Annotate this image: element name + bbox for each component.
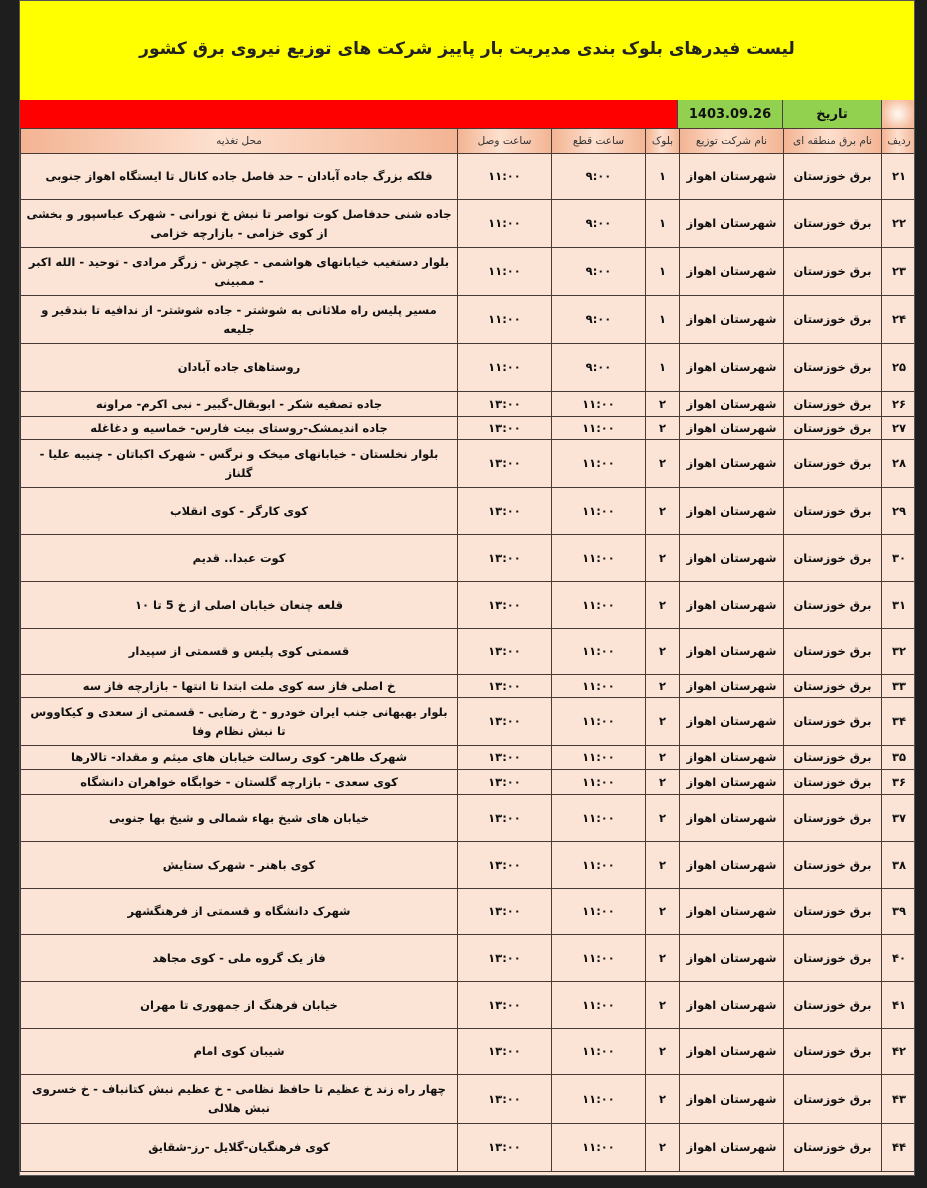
title-banner — [20, 1, 914, 101]
cell-location: کوت عبدا.. قدیم — [21, 535, 458, 582]
cell-connect-time: ۱۱:۰۰ — [458, 344, 552, 392]
cell-connect-time: ۱۳:۰۰ — [458, 488, 552, 535]
cell-row-number: ۳۳ — [882, 675, 916, 698]
cell-region: برق خوزستان — [784, 795, 882, 842]
table-row — [21, 746, 916, 770]
cell-cut-time: ۹:۰۰ — [552, 344, 646, 392]
cell-company: شهرستان اهواز — [680, 698, 784, 746]
cell-block: ۱ — [646, 200, 680, 248]
cell-location: چهار راه زند خ عظیم تا حافظ نظامی - خ عظیم نبش کتانباف - خ خسروی نبش هلالی — [21, 1075, 458, 1124]
header-company: نام شرکت توزیع — [680, 129, 784, 154]
cell-connect-time: ۱۳:۰۰ — [458, 629, 552, 675]
cell-region: برق خوزستان — [784, 889, 882, 935]
date-row — [20, 100, 914, 129]
table-row — [21, 795, 916, 842]
cell-row-number: ۲۲ — [882, 200, 916, 248]
cell-block: ۱ — [646, 154, 680, 200]
cell-cut-time: ۱۱:۰۰ — [552, 1029, 646, 1075]
cell-company: شهرستان اهواز — [680, 889, 784, 935]
cell-region: برق خوزستان — [784, 582, 882, 629]
table-row — [21, 417, 916, 440]
cell-company: شهرستان اهواز — [680, 440, 784, 488]
cell-location: فلکه بزرگ جاده آبادان – حد فاصل جاده کانال تا ایستگاه اهواز جنوبی — [21, 154, 458, 200]
cell-location: بلوار دستغیب خیابانهای هواشمی - عچرش - زرگر مرادی - توحید - الله اکبر - ممبینی — [21, 248, 458, 296]
cell-row-number: ۳۹ — [882, 889, 916, 935]
cell-company: شهرستان اهواز — [680, 1124, 784, 1172]
cell-row-number: ۲۴ — [882, 296, 916, 344]
table-row — [21, 248, 916, 296]
cell-row-number: ۳۷ — [882, 795, 916, 842]
cell-row-number: ۳۱ — [882, 582, 916, 629]
cell-block: ۲ — [646, 795, 680, 842]
header-region: نام برق منطقه ای — [784, 129, 882, 154]
cell-block: ۲ — [646, 1124, 680, 1172]
cell-block: ۲ — [646, 535, 680, 582]
cell-block: ۲ — [646, 770, 680, 795]
cell-connect-time: ۱۱:۰۰ — [458, 296, 552, 344]
cell-block: ۲ — [646, 1075, 680, 1124]
cell-company: شهرستان اهواز — [680, 248, 784, 296]
cell-location: شیبان کوی امام — [21, 1029, 458, 1075]
cell-cut-time: ۱۱:۰۰ — [552, 417, 646, 440]
cell-cut-time: ۱۱:۰۰ — [552, 1124, 646, 1172]
cell-location: روستاهای جاده آبادان — [21, 344, 458, 392]
cell-connect-time: ۱۳:۰۰ — [458, 675, 552, 698]
cell-region: برق خوزستان — [784, 344, 882, 392]
cell-row-number: ۳۲ — [882, 629, 916, 675]
cell-cut-time: ۱۱:۰۰ — [552, 535, 646, 582]
cell-region: برق خوزستان — [784, 1124, 882, 1172]
cell-block: ۲ — [646, 488, 680, 535]
table-header-row — [21, 129, 916, 154]
cell-row-number: ۳۸ — [882, 842, 916, 889]
cell-block: ۲ — [646, 417, 680, 440]
cell-row-number: ۳۰ — [882, 535, 916, 582]
cell-connect-time: ۱۳:۰۰ — [458, 1075, 552, 1124]
cell-cut-time: ۱۱:۰۰ — [552, 675, 646, 698]
cell-region: برق خوزستان — [784, 842, 882, 889]
cell-company: شهرستان اهواز — [680, 154, 784, 200]
cell-block: ۲ — [646, 889, 680, 935]
cell-company: شهرستان اهواز — [680, 392, 784, 417]
table-row — [21, 154, 916, 200]
cell-connect-time: ۱۳:۰۰ — [458, 795, 552, 842]
cell-row-number: ۲۱ — [882, 154, 916, 200]
cell-location: کوی باهنر - شهرک ستایش — [21, 842, 458, 889]
cell-company: شهرستان اهواز — [680, 746, 784, 770]
cell-cut-time: ۱۱:۰۰ — [552, 440, 646, 488]
cell-block: ۲ — [646, 675, 680, 698]
cell-region: برق خوزستان — [784, 746, 882, 770]
cell-company: شهرستان اهواز — [680, 417, 784, 440]
cell-location: شهرک دانشگاه و قسمتی از فرهنگشهر — [21, 889, 458, 935]
cell-company: شهرستان اهواز — [680, 770, 784, 795]
cell-cut-time: ۱۱:۰۰ — [552, 392, 646, 417]
cell-connect-time: ۱۳:۰۰ — [458, 1029, 552, 1075]
cell-row-number: ۲۸ — [882, 440, 916, 488]
cell-region: برق خوزستان — [784, 698, 882, 746]
cell-cut-time: ۱۱:۰۰ — [552, 1075, 646, 1124]
cell-region: برق خوزستان — [784, 296, 882, 344]
cell-block: ۱ — [646, 296, 680, 344]
cell-connect-time: ۱۳:۰۰ — [458, 392, 552, 417]
table-row — [21, 889, 916, 935]
cell-cut-time: ۹:۰۰ — [552, 154, 646, 200]
cell-region: برق خوزستان — [784, 770, 882, 795]
cell-company: شهرستان اهواز — [680, 1075, 784, 1124]
cell-block: ۱ — [646, 248, 680, 296]
table-row — [21, 698, 916, 746]
table-row — [21, 675, 916, 698]
cell-location: شهرک طاهر- کوی رسالت خیابان های میثم و مقداد- تالارها — [21, 746, 458, 770]
cell-connect-time: ۱۳:۰۰ — [458, 582, 552, 629]
cell-row-number: ۳۶ — [882, 770, 916, 795]
table-row — [21, 1124, 916, 1172]
cell-company: شهرستان اهواز — [680, 795, 784, 842]
cell-region: برق خوزستان — [784, 248, 882, 296]
cell-block: ۲ — [646, 842, 680, 889]
cell-connect-time: ۱۳:۰۰ — [458, 698, 552, 746]
table-row — [21, 488, 916, 535]
table-row — [21, 982, 916, 1029]
cell-company: شهرستان اهواز — [680, 488, 784, 535]
table-row — [21, 535, 916, 582]
table-row — [21, 842, 916, 889]
cell-row-number: ۲۷ — [882, 417, 916, 440]
cell-connect-time: ۱۱:۰۰ — [458, 248, 552, 296]
cell-cut-time: ۱۱:۰۰ — [552, 770, 646, 795]
cell-location: قسمتی کوی پلیس و قسمتی از سپیدار — [21, 629, 458, 675]
cell-region: برق خوزستان — [784, 982, 882, 1029]
cell-location: جاده شنی حدفاصل کوت نواصر تا نبش خ نورانی - شهرک عباسپور و بخشی از کوی خزامی - بازارچه خزامی — [21, 200, 458, 248]
cell-region: برق خوزستان — [784, 200, 882, 248]
cell-cut-time: ۱۱:۰۰ — [552, 698, 646, 746]
cell-block: ۱ — [646, 344, 680, 392]
table-row — [21, 770, 916, 795]
cell-connect-time: ۱۳:۰۰ — [458, 889, 552, 935]
cell-company: شهرستان اهواز — [680, 200, 784, 248]
cell-cut-time: ۱۱:۰۰ — [552, 629, 646, 675]
cell-region: برق خوزستان — [784, 935, 882, 982]
feeder-schedule-table — [20, 128, 915, 1172]
cell-connect-time: ۱۳:۰۰ — [458, 982, 552, 1029]
cell-location: مسیر پلیس راه ملاثانی به شوشتر - جاده شوشتر- از ندافیه تا بندقیر و جلیعه — [21, 296, 458, 344]
cell-cut-time: ۱۱:۰۰ — [552, 935, 646, 982]
header-connect-time: ساعت وصل — [458, 129, 552, 154]
cell-location: کوی سعدی - بازارچه گلستان - خوابگاه خواهران دانشگاه — [21, 770, 458, 795]
cell-company: شهرستان اهواز — [680, 629, 784, 675]
cell-connect-time: ۱۳:۰۰ — [458, 535, 552, 582]
cell-cut-time: ۱۱:۰۰ — [552, 982, 646, 1029]
cell-company: شهرستان اهواز — [680, 296, 784, 344]
cell-company: شهرستان اهواز — [680, 935, 784, 982]
cell-row-number: ۴۴ — [882, 1124, 916, 1172]
table-row — [21, 200, 916, 248]
cell-location: قلعه چنعان خیابان اصلی از خ 5 تا ۱۰ — [21, 582, 458, 629]
cell-block: ۲ — [646, 982, 680, 1029]
cell-connect-time: ۱۳:۰۰ — [458, 770, 552, 795]
cell-row-number: ۳۴ — [882, 698, 916, 746]
table-row — [21, 582, 916, 629]
cell-region: برق خوزستان — [784, 675, 882, 698]
spreadsheet-document — [19, 0, 915, 1176]
cell-cut-time: ۱۱:۰۰ — [552, 795, 646, 842]
cell-location: خ اصلی فاز سه کوی ملت ابتدا تا انتها - بازارچه فاز سه — [21, 675, 458, 698]
cell-row-number: ۲۵ — [882, 344, 916, 392]
cell-connect-time: ۱۳:۰۰ — [458, 842, 552, 889]
cell-block: ۲ — [646, 629, 680, 675]
cell-region: برق خوزستان — [784, 154, 882, 200]
cell-row-number: ۳۵ — [882, 746, 916, 770]
cell-block: ۲ — [646, 582, 680, 629]
cell-block: ۲ — [646, 392, 680, 417]
cell-row-number: ۴۳ — [882, 1075, 916, 1124]
table-body — [21, 154, 916, 1172]
cell-location: فاز یک گروه ملی - کوی مجاهد — [21, 935, 458, 982]
cell-row-number: ۴۱ — [882, 982, 916, 1029]
cell-row-number: ۴۰ — [882, 935, 916, 982]
table-row — [21, 935, 916, 982]
cell-cut-time: ۱۱:۰۰ — [552, 889, 646, 935]
cell-location: کوی فرهنگیان-گلایل -رز-شقایق — [21, 1124, 458, 1172]
cell-cut-time: ۹:۰۰ — [552, 248, 646, 296]
cell-cut-time: ۱۱:۰۰ — [552, 842, 646, 889]
cell-connect-time: ۱۳:۰۰ — [458, 746, 552, 770]
cell-block: ۲ — [646, 935, 680, 982]
cell-location: جاده تصفیه شکر - ابوبقال-گبیر - نبی اکرم- مراونه — [21, 392, 458, 417]
cell-location: خیابان فرهنگ از جمهوری تا مهران — [21, 982, 458, 1029]
cell-region: برق خوزستان — [784, 417, 882, 440]
red-banner — [20, 100, 678, 128]
cell-company: شهرستان اهواز — [680, 675, 784, 698]
cell-row-number: ۲۳ — [882, 248, 916, 296]
cell-company: شهرستان اهواز — [680, 582, 784, 629]
cell-company: شهرستان اهواز — [680, 982, 784, 1029]
table-row — [21, 344, 916, 392]
cell-cut-time: ۱۱:۰۰ — [552, 488, 646, 535]
cell-location: بلوار نخلستان - خیابانهای میخک و نرگس - شهرک اکباتان - چنیبه علیا - گلناز — [21, 440, 458, 488]
cell-company: شهرستان اهواز — [680, 535, 784, 582]
cell-row-number: ۲۹ — [882, 488, 916, 535]
cell-connect-time: ۱۳:۰۰ — [458, 1124, 552, 1172]
cell-cut-time: ۱۱:۰۰ — [552, 582, 646, 629]
cell-region: برق خوزستان — [784, 1029, 882, 1075]
cell-cut-time: ۱۱:۰۰ — [552, 746, 646, 770]
cell-block: ۲ — [646, 746, 680, 770]
table-row — [21, 1075, 916, 1124]
cell-block: ۲ — [646, 698, 680, 746]
table-row — [21, 1029, 916, 1075]
cell-region: برق خوزستان — [784, 1075, 882, 1124]
cell-company: شهرستان اهواز — [680, 842, 784, 889]
date-label: تاریخ — [783, 100, 882, 128]
cell-cut-time: ۹:۰۰ — [552, 200, 646, 248]
cell-connect-time: ۱۱:۰۰ — [458, 200, 552, 248]
cell-region: برق خوزستان — [784, 440, 882, 488]
cell-region: برق خوزستان — [784, 535, 882, 582]
cell-location: کوی کارگر - کوی انقلاب — [21, 488, 458, 535]
document-title: لیست فیدرهای بلوک بندی مدیریت بار پاییز شرکت های توزیع نیروی برق کشور — [139, 38, 795, 59]
cell-cut-time: ۹:۰۰ — [552, 296, 646, 344]
header-block: بلوک — [646, 129, 680, 154]
corner-cell — [882, 100, 914, 128]
date-value: 1403.09.26 — [678, 100, 783, 128]
cell-region: برق خوزستان — [784, 392, 882, 417]
table-row — [21, 440, 916, 488]
cell-block: ۲ — [646, 440, 680, 488]
cell-row-number: ۲۶ — [882, 392, 916, 417]
cell-connect-time: ۱۳:۰۰ — [458, 935, 552, 982]
cell-company: شهرستان اهواز — [680, 344, 784, 392]
cell-location: خیابان های شیخ بهاء شمالی و شیخ بها جنوبی — [21, 795, 458, 842]
cell-block: ۲ — [646, 1029, 680, 1075]
table-row — [21, 296, 916, 344]
table-row — [21, 392, 916, 417]
cell-location: جاده اندیمشک-روستای بیت فارس- خماسیه و دغاغله — [21, 417, 458, 440]
cell-connect-time: ۱۳:۰۰ — [458, 440, 552, 488]
cell-connect-time: ۱۱:۰۰ — [458, 154, 552, 200]
cell-connect-time: ۱۳:۰۰ — [458, 417, 552, 440]
header-location: محل تغذیه — [21, 129, 458, 154]
cell-region: برق خوزستان — [784, 629, 882, 675]
cell-row-number: ۴۲ — [882, 1029, 916, 1075]
cell-company: شهرستان اهواز — [680, 1029, 784, 1075]
cell-region: برق خوزستان — [784, 488, 882, 535]
table-row — [21, 629, 916, 675]
cell-location: بلوار بهبهانی جنب ایران خودرو - خ رضایی - قسمتی از سعدی و کیکاووس تا نبش نظام وفا — [21, 698, 458, 746]
header-row-number: ردیف — [882, 129, 916, 154]
header-cut-time: ساعت قطع — [552, 129, 646, 154]
